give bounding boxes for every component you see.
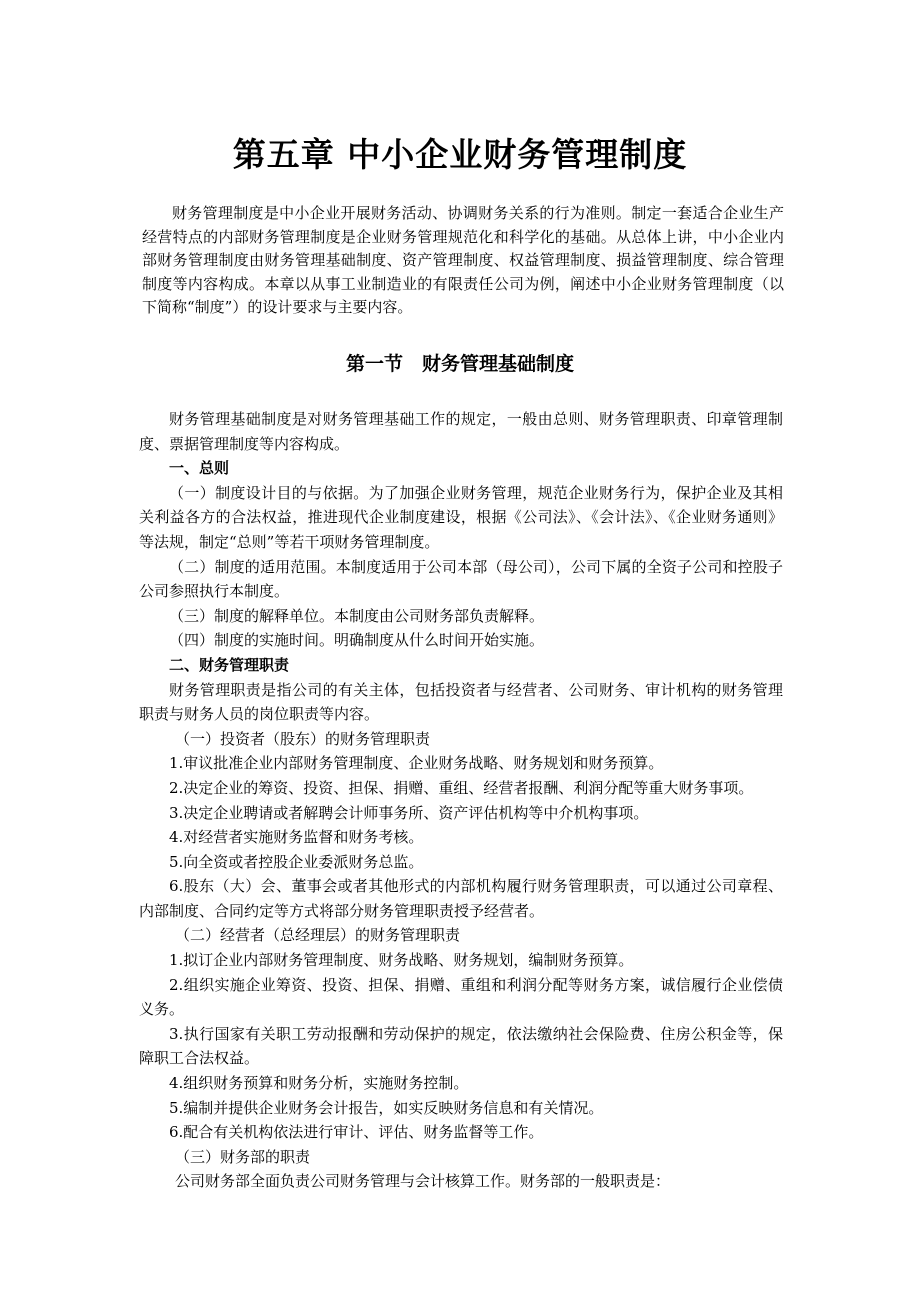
paragraph: （一）制度设计目的与依据。为了加强企业财务管理，规范企业财务行为，保护企业及其相关利益各方的合法权益，推进现代企业制度建设，根据《公司法》、《会计法》、《企业财务通则》等法规，制定“总则”等若干项财务管理制度。 bbox=[139, 483, 783, 551]
heading-general-provisions: 一、总则 bbox=[169, 459, 230, 478]
section-title: 第一节 财务管理基础制度 bbox=[345, 353, 574, 375]
paragraph: 公司财务部全面负责公司财务管理与会计核算工作。财务部的一般职责是： bbox=[175, 1172, 671, 1191]
paragraph: （四）制度的实施时间。明确制度从什么时间开始实施。 bbox=[169, 631, 545, 650]
list-item: 5.向全资或者控股企业委派财务总监。 bbox=[169, 852, 424, 871]
intro-block bbox=[142, 202, 784, 320]
list-item: 2.决定企业的筹资、投资、担保、捐赠、重组、经营者报酬、利润分配等重大财务事项。 bbox=[169, 778, 754, 797]
list-item: 6.股东（大）会、董事会或者其他形式的内部机构履行财务管理职责，可以通过公司章程、内部制度、合同约定等方式将部分财务管理职责授予经营者。 bbox=[139, 877, 783, 920]
list-item: 3.执行国家有关职工劳动报酬和劳动保护的规定，依法缴纳社会保险费、住房公积金等，保障职工合法权益。 bbox=[139, 1024, 783, 1068]
list-item: 4.对经营者实施财务监督和财务考核。 bbox=[169, 828, 424, 847]
list-item: 3.决定企业聘请或者解聘会计师事务所、资产评估机构等中介机构事项。 bbox=[169, 803, 649, 822]
subheading-manager-duties: （二）经营者（总经理层）的财务管理职责 bbox=[175, 926, 461, 945]
list-item: 5.编制并提供企业财务会计报告，如实反映财务信息和有关情况。 bbox=[169, 1098, 604, 1117]
list-item: 1.审议批准企业内部财务管理制度、企业财务战略、财务规划和财务预算。 bbox=[169, 754, 664, 773]
chapter-title: 第五章 中小企业财务管理制度 bbox=[232, 135, 688, 174]
paragraph: 财务管理基础制度是对财务管理基础工作的规定，一般由总则、财务管理职责、印章管理制度、票据管理制度等内容构成。 bbox=[139, 410, 783, 453]
paragraph: 财务管理职责是指公司的有关主体，包括投资者与经营者、公司财务、审计机构的财务管理职责与财务人员的岗位职责等内容。 bbox=[139, 680, 783, 724]
subheading-investor-duties: （一）投资者（股东）的财务管理职责 bbox=[175, 729, 431, 748]
subheading-finance-dept-duties: （三）财务部的职责 bbox=[175, 1147, 311, 1166]
list-item: 6.配合有关机构依法进行审计、评估、财务监督等工作。 bbox=[169, 1123, 544, 1142]
intro-paragraph: 财务管理制度是中小企业开展财务活动、协调财务关系的行为准则。制定一套适合企业生产经营特点的内部财务管理制度是企业财务管理规范化和科学化的基础。从总体上讲，中小企业内部财务管理制度由财务管理基础制度、资产管理制度、权益管理制度、损益管理制度、综合管理制度等内容构成。本章以从事工业制造业的有限责任公司为例，阐述中小企业财务管理制度（以下简称“制度”）的设计要求与主要内容。 bbox=[142, 204, 784, 316]
body-text bbox=[139, 407, 783, 1194]
list-item: 1.拟订企业内部财务管理制度、财务战略、财务规划，编制财务预算。 bbox=[169, 951, 634, 970]
list-item: 4.组织财务预算和财务分析，实施财务控制。 bbox=[169, 1074, 469, 1093]
paragraph: （三）制度的解释单位。本制度由公司财务部负责解释。 bbox=[169, 606, 545, 625]
heading-financial-duties: 二、财务管理职责 bbox=[169, 655, 290, 674]
paragraph: （二）制度的适用范围。本制度适用于公司本部（母公司），公司下属的全资子公司和控股子公司参照执行本制度。 bbox=[139, 557, 783, 601]
list-item: 2.组织实施企业筹资、投资、担保、捐赠、重组和利润分配等财务方案，诚信履行企业偿债义务。 bbox=[139, 975, 783, 1019]
